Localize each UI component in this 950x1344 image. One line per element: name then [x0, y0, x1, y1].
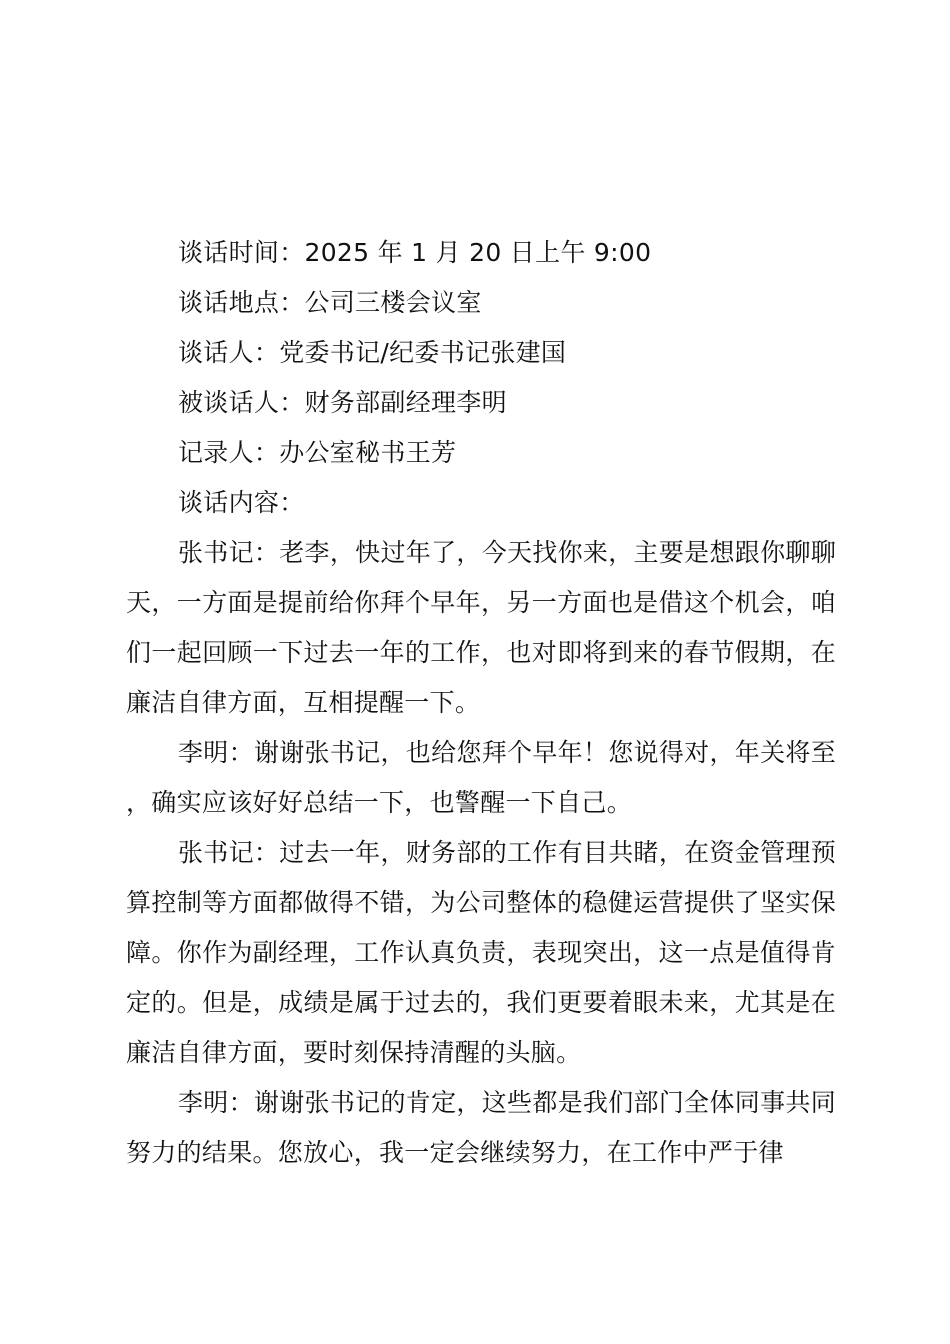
meta-interviewee [126, 378, 836, 428]
meta-location [126, 278, 836, 328]
speaker-label: 李明： [178, 738, 254, 767]
meta-label: 谈话地点： [178, 288, 305, 317]
speaker-label: 李明： [178, 1088, 254, 1117]
document-body [126, 228, 836, 1178]
meta-value: 2025 年 1 月 20 日上午 9:00 [304, 238, 652, 267]
meta-value: 公司三楼会议室 [304, 288, 482, 317]
speech-text: 谢谢张书记的肯定，这些都是我们部门全体同事共同努力的结果。您放心，我一定会继续努力，在工作中严于律 [126, 1088, 837, 1167]
meta-label: 谈话时间： [178, 238, 305, 267]
dialogue-paragraph [126, 1078, 836, 1178]
dialogue-paragraph [126, 828, 836, 1078]
meta-time [126, 228, 836, 278]
meta-label: 谈话内容： [178, 488, 305, 517]
meta-recorder [126, 428, 836, 478]
meta-interviewer [126, 328, 836, 378]
speaker-label: 张书记： [178, 838, 280, 867]
meta-content-heading [126, 478, 836, 528]
meta-label: 被谈话人： [178, 388, 305, 417]
meta-value: 党委书记/纪委书记张建国 [279, 338, 567, 367]
dialogue-paragraph [126, 728, 836, 828]
dialogue-paragraph [126, 528, 836, 728]
meta-value: 财务部副经理李明 [304, 388, 507, 417]
meta-label: 记录人： [178, 438, 280, 467]
speaker-label: 张书记： [178, 538, 280, 567]
meta-value: 办公室秘书王芳 [279, 438, 457, 467]
speech-text: 谢谢张书记，也给您拜个早年！您说得对，年关将至，确实应该好好总结一下，也警醒一下自己。 [126, 738, 837, 817]
speech-text: 老李，快过年了，今天找你来，主要是想跟你聊聊天，一方面是提前给你拜个早年，另一方面也是借这个机会，咱们一起回顾一下过去一年的工作，也对即将到来的春节假期，在廉洁自律方面，互相提醒一下。 [126, 538, 836, 717]
meta-label: 谈话人： [178, 338, 280, 367]
speech-text: 过去一年，财务部的工作有目共睹，在资金管理预算控制等方面都做得不错，为公司整体的稳健运营提供了坚实保障。你作为副经理，工作认真负责，表现突出，这一点是值得肯定的。但是，成绩是属于过去的，我们更要着眼未来，尤其是在廉洁自律方面，要时刻保持清醒的头脑。 [126, 838, 836, 1067]
